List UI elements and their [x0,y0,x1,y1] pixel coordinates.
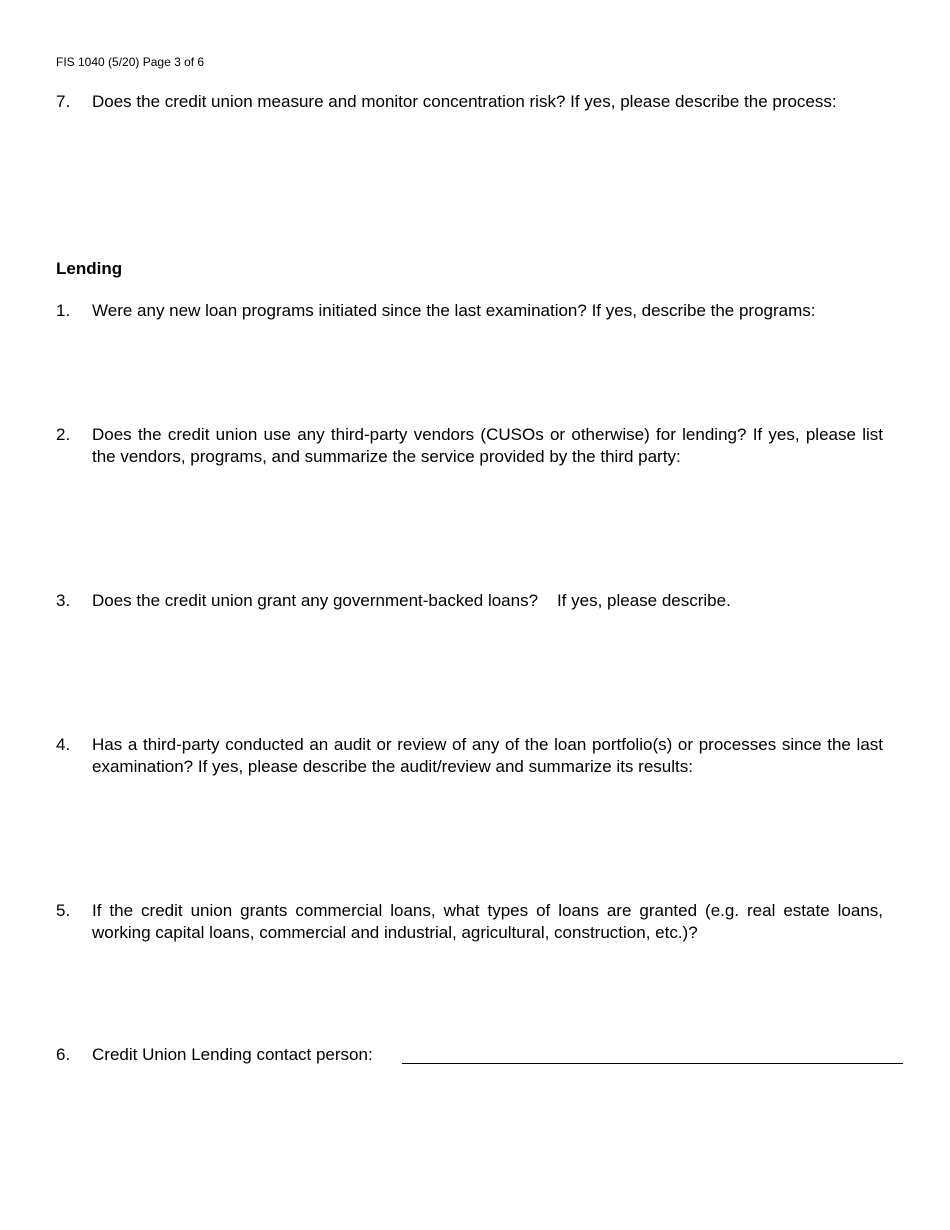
form-header: FIS 1040 (5/20) Page 3 of 6 [56,55,205,69]
question-text: Credit Union Lending contact person: [92,1045,373,1064]
contact-person-field[interactable] [402,1063,903,1064]
lending-question-5 [56,900,883,944]
question-number: 5. [56,901,71,920]
lending-question-4 [56,734,883,778]
section-title-lending: Lending [56,259,123,278]
lending-question-2 [56,424,883,468]
question-7 [56,91,883,113]
question-number: 1. [56,301,71,320]
question-text: Does the credit union measure and monitor concentration risk? If yes, please describe the process: [92,92,837,111]
question-text: Has a third-party conducted an audit or review of any of the loan portfolio(s) or processes since the last examination? If yes, please describe the audit/review and summarize its results: [92,735,883,776]
lending-question-1 [56,300,883,322]
question-number: 2. [56,425,71,444]
lending-question-3 [56,590,883,612]
question-text: Does the credit union use any third-party vendors (CUSOs or otherwise) for lending? If yes, please list the vendors, programs, and summarize the service provided by the third party: [92,425,883,466]
question-text: Does the credit union grant any government-backed loans? If yes, please describe. [92,591,731,610]
question-number: 6. [56,1045,71,1064]
question-number: 4. [56,735,71,754]
question-number: 3. [56,591,71,610]
question-number: 7. [56,92,71,111]
question-text: If the credit union grants commercial loans, what types of loans are granted (e.g. real estate loans, working capital loans, commercial and industrial, agricultural, construction, etc.)? [92,901,883,942]
question-text: Were any new loan programs initiated since the last examination? If yes, describe the programs: [92,301,816,320]
